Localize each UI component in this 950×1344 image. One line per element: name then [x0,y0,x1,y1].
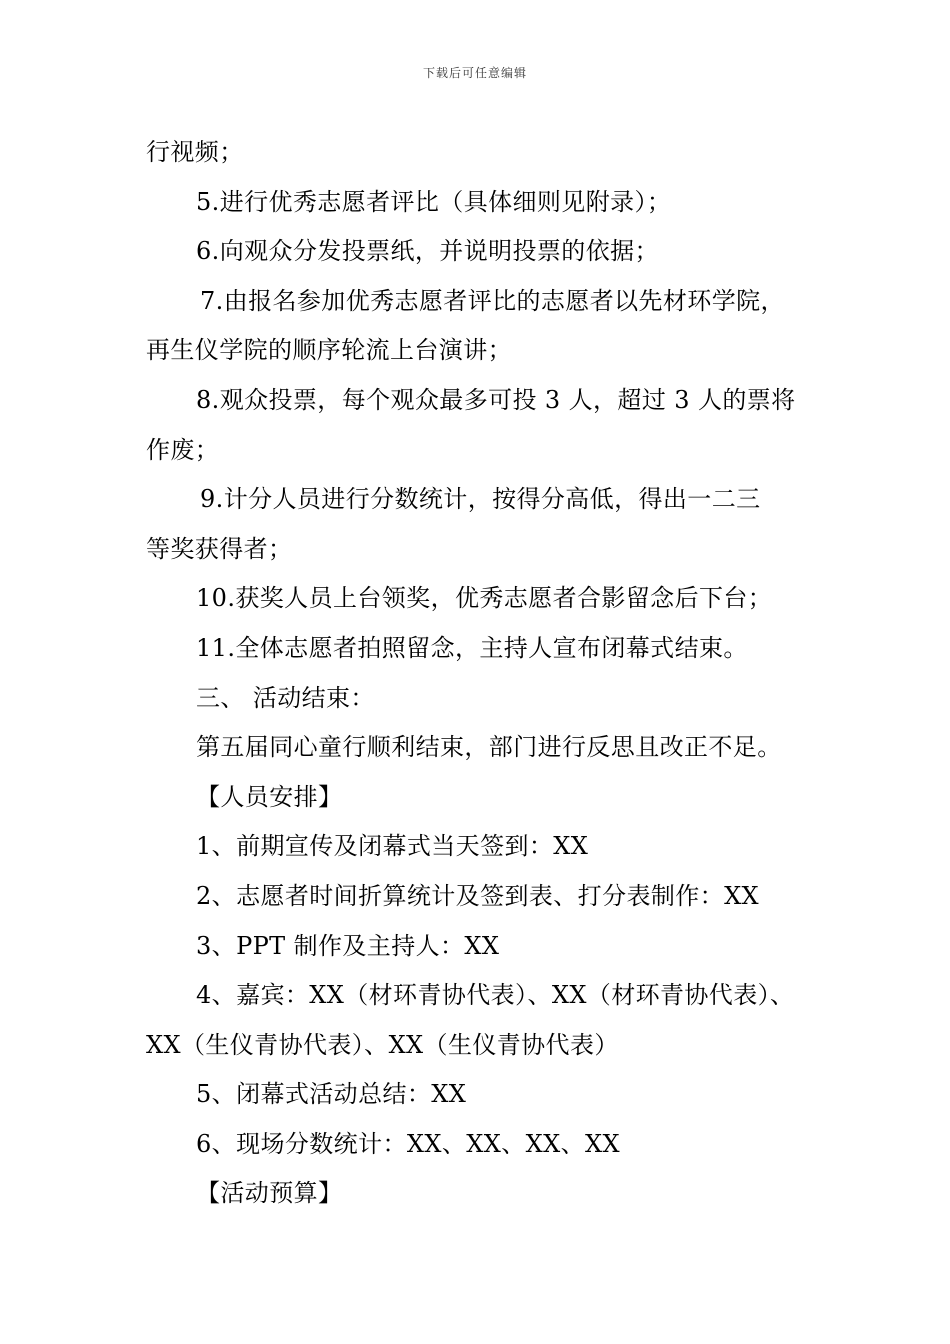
list-item: 6、现场分数统计：XX、XX、XX、XX [196,1129,620,1158]
paragraph-line: 11.全体志愿者拍照留念，主持人宣布闭幕式结束。 [196,633,748,662]
list-item: 1、前期宣传及闭幕式当天签到：XX [196,832,589,861]
paragraph-line: 5.进行优秀志愿者评比（具体细则见附录）； [196,187,672,216]
paragraph-line: 8.观众投票，每个观众最多可投 3 人，超过 3 人的票将 [196,385,796,414]
section-heading: 三、 活动结束： [196,683,375,712]
paragraph-line: 第五届同心童行顺利结束，部门进行反思且改正不足。 [196,733,782,762]
list-item: 2、志愿者时间折算统计及签到表、打分表制作：XX [196,881,760,910]
list-item: 4、嘉宾：XX（材环青协代表）、XX（材环青协代表）、 [196,981,795,1010]
paragraph-line: 9.计分人员进行分数统计，按得分高低，得出一二三 [200,485,761,514]
paragraph-line: 作废； [146,435,220,464]
paragraph-line: 6.向观众分发投票纸，并说明投票的依据； [196,237,659,266]
document-body [146,128,836,1219]
paragraph-line: 行视频； [146,138,244,166]
paragraph-line: 10.获奖人员上台领奖，优秀志愿者合影留念后下台； [196,584,773,613]
paragraph-line: 等奖获得者； [146,534,293,563]
list-item: 3、PPT 制作及主持人：XX [196,931,500,960]
list-item: 5、闭幕式活动总结：XX [196,1080,467,1109]
page-header-note: 下载后可任意编辑 [422,66,527,80]
paragraph-line: 再生仪学院的顺序轮流上台演讲； [146,336,512,365]
list-item-continuation: XX（生仪青协代表）、XX（生仪青协代表） [146,1030,619,1059]
section-heading: 【人员安排】 [196,782,343,811]
section-heading: 【活动预算】 [196,1179,343,1208]
paragraph-line: 7.由报名参加优秀志愿者评比的志愿者以先材环学院， [200,286,785,315]
